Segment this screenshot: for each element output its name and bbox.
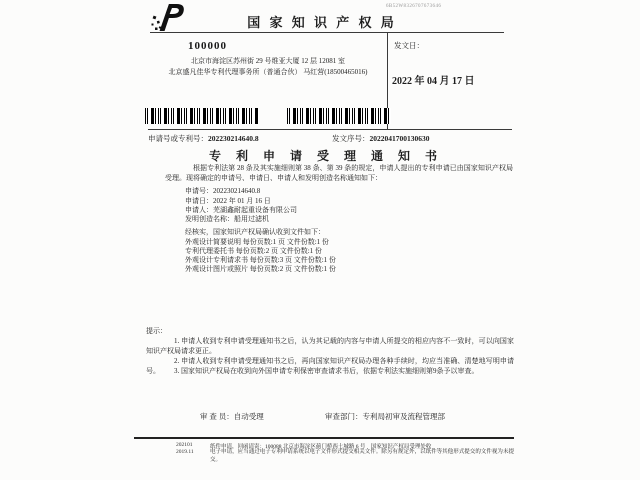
dispatch-number: 2022041700130630 bbox=[369, 134, 430, 143]
examiner-label: 审 查 员： bbox=[200, 412, 234, 421]
postal-code: 100000 bbox=[188, 40, 227, 52]
issue-date: 2022 年 04 月 17 日 bbox=[392, 76, 475, 87]
received-doc-row: 外观设计图片或照片 每份页数:2 页 文件份数:1 份 bbox=[185, 265, 336, 273]
footer-efiling-note: 电子申请，应当通过电子专利申请系统以电子文件形式提交相关文件。除另有规定外，以纸件等其他形式提交的文件视为未提交。 bbox=[210, 449, 514, 463]
field-label: 申请号： bbox=[185, 187, 213, 195]
dispatch-number-line bbox=[332, 133, 430, 144]
application-number-line bbox=[148, 133, 259, 144]
received-doc-row: 外观设计专利请求书 每份页数:3 页 文件份数:1 份 bbox=[185, 256, 336, 264]
received-doc-row: 外观设计简要说明 每份页数:1 页 文件份数:1 份 bbox=[185, 238, 329, 246]
invention-name-field bbox=[185, 214, 269, 224]
tip-item: 3. 国家知识产权局在收到向外国申请专利保密审查请求书后，依据专利法实施细则第9条予以审查。 bbox=[174, 367, 479, 375]
box-bottom-rule bbox=[148, 129, 512, 130]
examiner-value: 自动受理 bbox=[233, 412, 264, 421]
recipient-agent: 北京盛凡佳华专利代理事务所（普通合伙） 马红营(18500465016) bbox=[168, 68, 368, 76]
header-rule bbox=[150, 32, 504, 33]
dispatch-number-label: 发文序号： bbox=[332, 134, 370, 143]
cnipa-logo-icon bbox=[150, 3, 188, 32]
issue-date-label: 发文日： bbox=[394, 41, 424, 50]
field-value: 芜湖鑫耐起重设备有限公司 bbox=[213, 206, 297, 214]
examiner-line bbox=[200, 411, 264, 422]
application-barcode bbox=[145, 108, 259, 124]
field-label: 申请人： bbox=[185, 206, 213, 214]
field-value: 202230214640.8 bbox=[213, 187, 261, 195]
document-serial-code: 6B52W8326707673646 bbox=[386, 4, 442, 9]
tips-header: 提示： bbox=[146, 327, 167, 335]
tip-item: 2. 申请人收到专利申请受理通知书之后，再向国家知识产权局办理各种手续时，均应当准确、清楚地写明申请号。 bbox=[146, 357, 514, 375]
application-no-field bbox=[185, 186, 260, 196]
footer-rule bbox=[134, 437, 514, 439]
field-value: 2022 年 01 月 16 日 bbox=[213, 197, 271, 205]
application-number-label: 申请号或专利号： bbox=[148, 134, 208, 143]
tip-item: 1. 申请人收到专利申请受理通知书之后，认为其记载的内容与申请人所提交的相应内容不一致时，可以向国家知识产权局请求更正。 bbox=[146, 337, 514, 355]
form-revision: 2019.11 bbox=[176, 449, 194, 455]
field-label: 发明创造名称： bbox=[185, 215, 234, 223]
application-number: 202230214640.8 bbox=[208, 134, 259, 143]
form-code: 202101 bbox=[176, 442, 193, 448]
department-value: 专利局初审及流程管理部 bbox=[362, 412, 445, 421]
agency-title: 国 家 知 识 产 权 局 bbox=[247, 15, 397, 30]
field-value: 船用过滤机 bbox=[234, 215, 269, 223]
department-line bbox=[325, 411, 445, 422]
received-docs-header: 经核实，国家知识产权局确认收到文件如下： bbox=[185, 228, 325, 236]
notice-intro: 根据专利法第 28 条及其实施细则第 38 条、第 39 条的规定，申请人提出的专利申请已由国家知识产权局受理。现将确定的申请号、申请日、申请人和发明创造名称通知如下： bbox=[165, 164, 513, 182]
dispatch-barcode bbox=[287, 108, 391, 124]
field-label: 申请日： bbox=[185, 197, 213, 205]
department-label: 审查部门： bbox=[325, 412, 363, 421]
recipient-address: 北京市海淀区苏州街 29 号维亚大厦 12 层 12081 室 bbox=[191, 57, 345, 65]
received-doc-row: 专利代理委托书 每份页数:2 页 文件份数:1 份 bbox=[185, 247, 322, 255]
notice-title: 专 利 申 请 受 理 通 知 书 bbox=[208, 149, 443, 163]
footer-paper-note: 纸件申请，回函请寄：100088 北京市海淀区蓟门桥西土城路 6 号 国家知识产权局受理处收 bbox=[210, 444, 432, 450]
